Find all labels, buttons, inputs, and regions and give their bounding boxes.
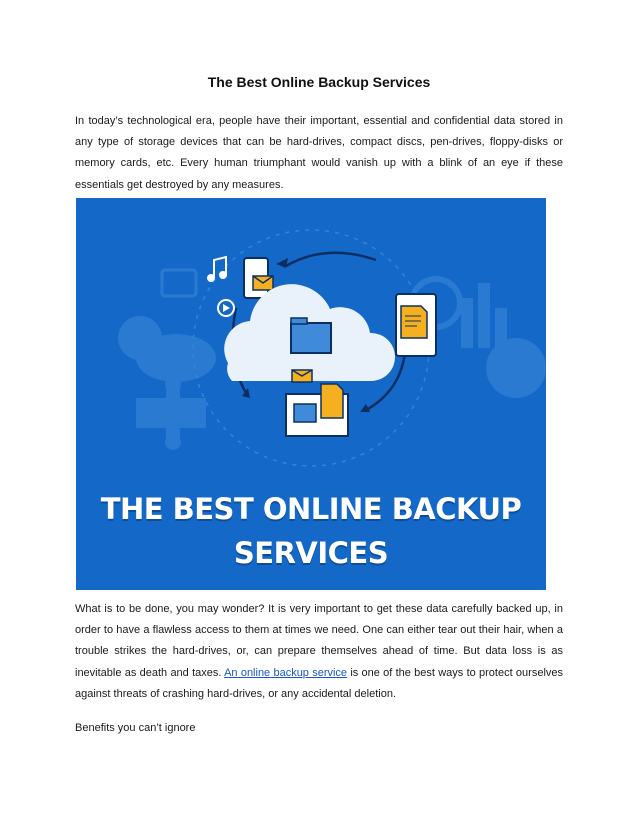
laptop-icon xyxy=(286,384,348,436)
tablet-icon xyxy=(396,294,436,356)
online-backup-service-link[interactable]: An online backup service xyxy=(224,666,348,679)
music-note-icon xyxy=(208,257,226,281)
play-icon xyxy=(218,300,234,316)
document-title: The Best Online Backup Services xyxy=(207,74,431,90)
hero-image xyxy=(76,198,546,590)
hero-illustration xyxy=(76,198,546,590)
picture-icon xyxy=(162,270,196,296)
paragraph-text-after-link: is one of the best ways to protect ourselves against threats of crashing hard-drives, or any accidental deletion. xyxy=(75,666,563,700)
paragraph-text-before-link: What is to be done, you may wonder? It is very important to get these data carefully backed up, in order to have a flawless access to them at times we need. One can either tear out their hair, when a trouble strikes the hard-drives, or, can prepare themselves ahead of time. But data loss is as inevitable as death and taxes. xyxy=(75,603,563,679)
envelope-icon xyxy=(253,276,273,290)
body-paragraph xyxy=(75,599,563,705)
folder-icon xyxy=(291,318,331,353)
document-icon xyxy=(401,306,427,338)
pie-chart-icon xyxy=(486,338,546,398)
intro-paragraph: In today’s technological era, people have their important, essential and confidential data stored in any type of storage devices that can be hard-drives, compact discs, pen-drives, floppy-disks or memory cards, etc. Every human triumphant would vanish up with a blink of an eye if these essentials get destroyed by any measures. xyxy=(75,115,563,191)
benefits-subheading: Benefits you can’t ignore xyxy=(75,722,196,734)
puzzle-icon xyxy=(136,376,206,450)
hero-heading-line2: SERVICES xyxy=(233,536,389,570)
envelope-icon-2 xyxy=(292,370,312,382)
hero-heading-line1: THE BEST ONLINE BACKUP xyxy=(100,492,522,526)
